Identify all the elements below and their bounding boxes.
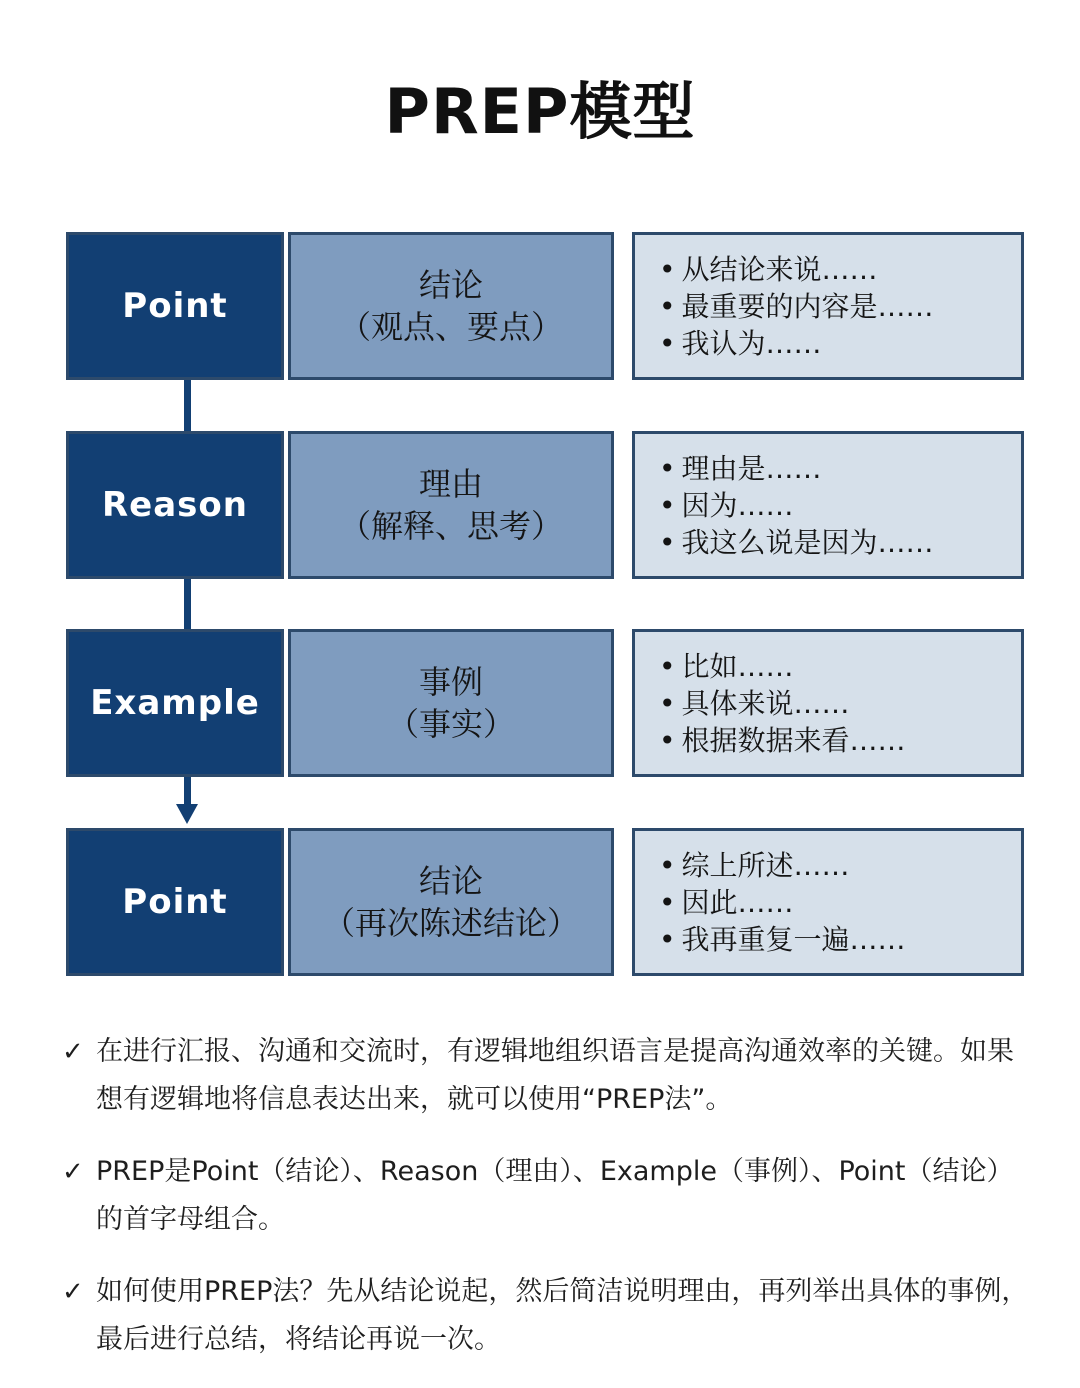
phrase-item: • 根据数据来看…… [659, 722, 1021, 759]
step-meaning [288, 232, 614, 380]
meaning-title: 事例 [418, 663, 483, 701]
step-phrases [632, 232, 1024, 380]
step-phrases [632, 431, 1024, 579]
phrase-item: • 从结论来说…… [659, 251, 1021, 288]
meaning-detail: （事实） [386, 705, 515, 743]
note-text: PREP是Point（结论）、Reason（理由）、Example（事例）、Point（结论）的首字母组合。 [96, 1156, 1014, 1235]
check-icon: ✓ [62, 1277, 84, 1307]
connector-line-1 [184, 380, 191, 434]
phrase-item: • 最重要的内容是…… [659, 288, 1021, 325]
notes-list [62, 1028, 1032, 1388]
phrase-item: • 我认为…… [659, 325, 1021, 362]
page-title: PREP模型 [384, 75, 696, 148]
prep-row-reason [66, 431, 1024, 579]
meaning-title: 理由 [418, 465, 483, 503]
step-meaning [288, 828, 614, 976]
phrase-item: • 因为…… [659, 487, 1021, 524]
step-phrases [632, 828, 1024, 976]
step-label: Reason [66, 431, 284, 579]
prep-row-point-final [66, 828, 1024, 976]
step-label: Point [66, 828, 284, 976]
note-item [62, 1268, 1032, 1364]
check-icon: ✓ [62, 1157, 84, 1187]
note-text: 如何使用PREP法？先从结论说起，然后简洁说明理由，再列举出具体的事例，最后进行总结，将结论再说一次。 [96, 1276, 1029, 1355]
arrow-down-icon [176, 804, 198, 824]
note-item [62, 1148, 1032, 1244]
meaning-detail: （解释、思考） [338, 507, 563, 545]
prep-row-example [66, 629, 1024, 777]
note-item [62, 1028, 1032, 1124]
step-meaning [288, 629, 614, 777]
phrase-item: • 我这么说是因为…… [659, 524, 1021, 561]
step-phrases [632, 629, 1024, 777]
phrase-item: • 因此…… [659, 884, 1021, 921]
connector-line-2 [184, 578, 191, 632]
check-icon: ✓ [62, 1037, 84, 1067]
meaning-detail: （再次陈述结论） [322, 904, 579, 942]
meaning-title: 结论 [418, 266, 483, 304]
phrase-item: • 理由是…… [659, 450, 1021, 487]
prep-row-point [66, 232, 1024, 380]
meaning-detail: （观点、要点） [338, 308, 563, 346]
meaning-title: 结论 [418, 862, 483, 900]
note-text: 在进行汇报、沟通和交流时，有逻辑地组织语言是提高沟通效率的关键。如果想有逻辑地将信息表达出来，就可以使用“PREP法”。 [96, 1036, 1014, 1115]
phrase-item: • 具体来说…… [659, 685, 1021, 722]
phrase-item: • 综上所述…… [659, 847, 1021, 884]
step-meaning [288, 431, 614, 579]
step-label: Point [66, 232, 284, 380]
phrase-item: • 我再重复一遍…… [659, 921, 1021, 958]
step-label: Example [66, 629, 284, 777]
phrase-item: • 比如…… [659, 648, 1021, 685]
connector-line-3 [184, 776, 191, 806]
